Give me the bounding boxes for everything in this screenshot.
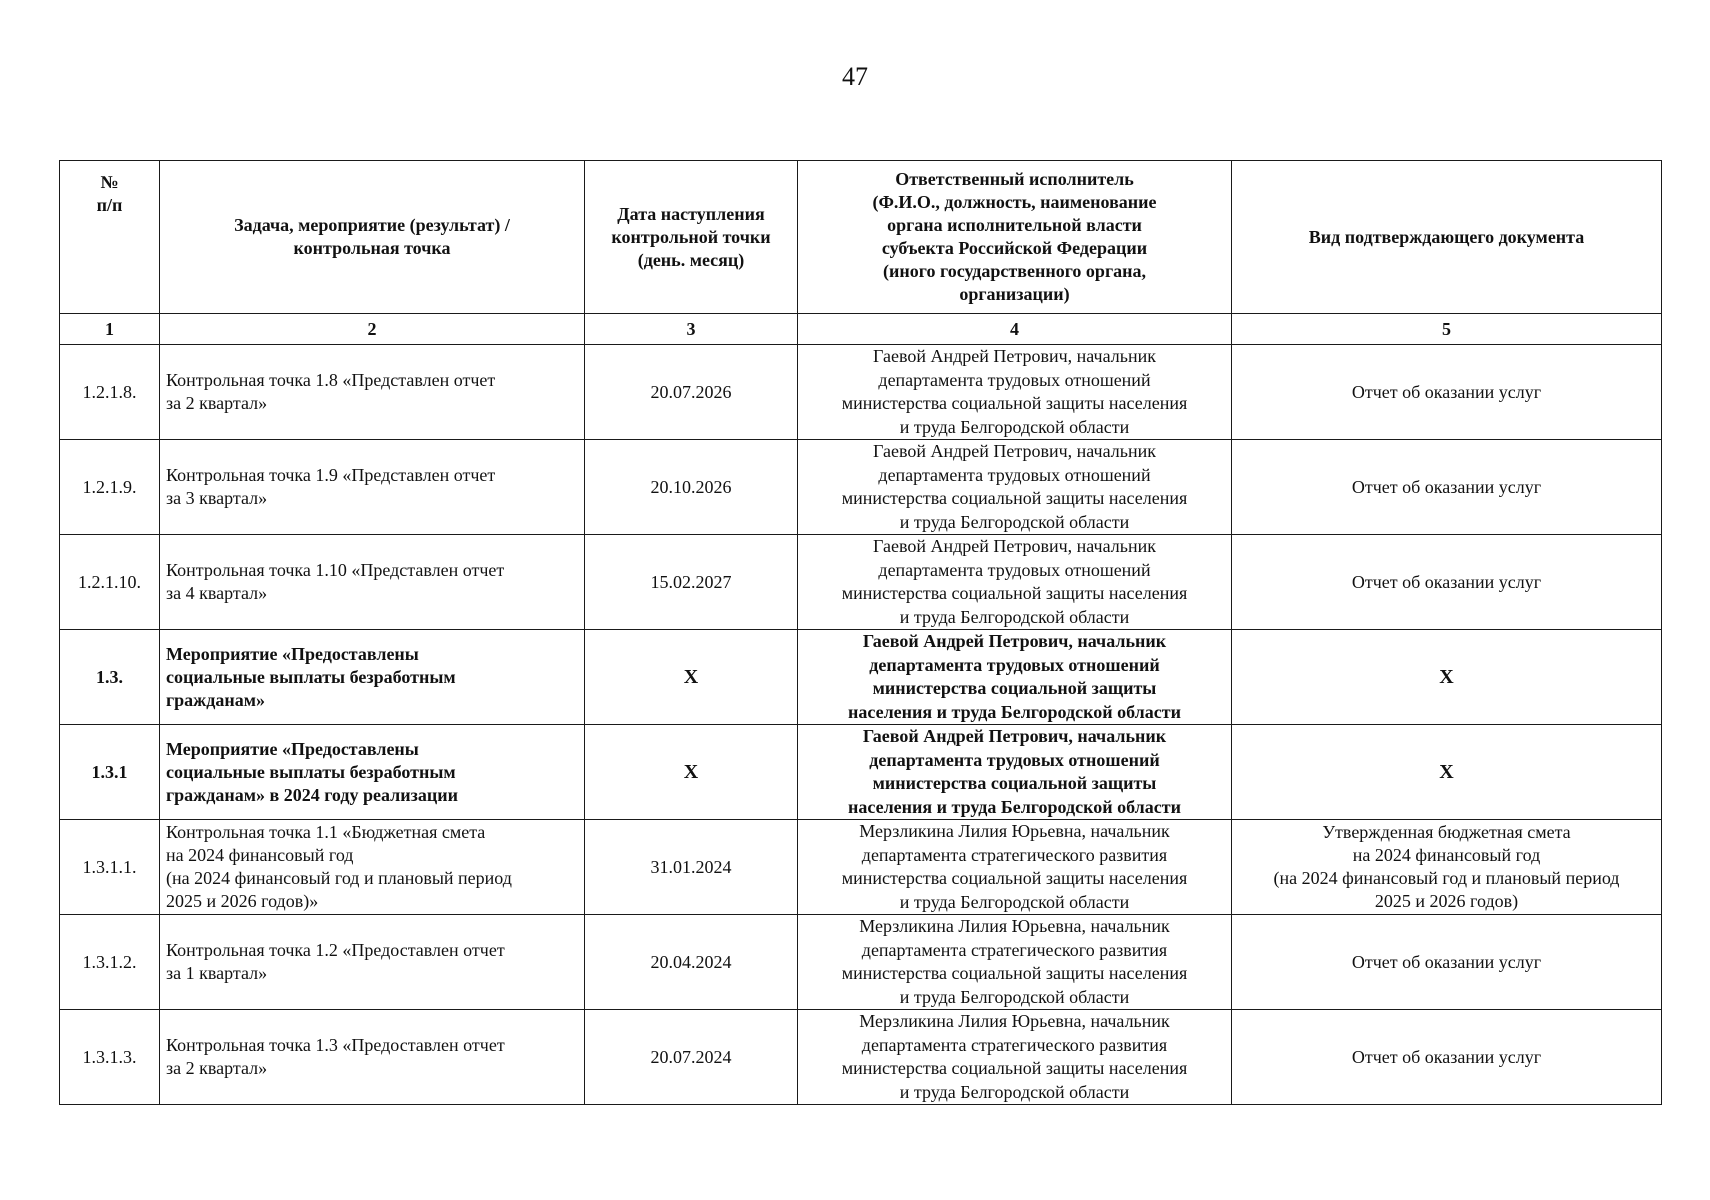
row-number: 1.3. (60, 630, 160, 725)
executor-cell-line: Мерзликина Лилия Юрьевна, начальник (859, 916, 1170, 936)
executor-cell (798, 725, 1232, 820)
table-row (60, 820, 1662, 915)
document-cell-text (1238, 381, 1655, 404)
table-row (60, 725, 1662, 820)
executor-cell-line: и труда Белгородской области (899, 606, 1130, 627)
task-cell-line: Контрольная точка 1.9 «Представлен отчет (166, 465, 496, 485)
executor-cell (798, 630, 1232, 725)
document-cell-text (1238, 476, 1655, 499)
header-date (585, 161, 798, 314)
header-executor (798, 161, 1232, 314)
executor-cell-line: и труда Белгородской области (899, 511, 1130, 532)
executor-cell-line: министерства социальной защиты населения (841, 583, 1188, 603)
control-points-table (59, 160, 1662, 1105)
executor-cell-text (804, 820, 1225, 914)
executor-cell-line: министерства социальной защиты (872, 773, 1157, 793)
date-cell: 31.01.2024 (585, 820, 798, 915)
executor-cell (798, 915, 1232, 1010)
task-cell-line: Мероприятие «Предоставлены (166, 643, 419, 664)
header-task (160, 161, 585, 314)
task-cell-line: Контрольная точка 1.10 «Представлен отчет (166, 560, 505, 580)
date-cell: X (585, 630, 798, 725)
row-number: 1.3.1.1. (60, 820, 160, 915)
row-number: 1.2.1.8. (60, 345, 160, 440)
executor-cell-line: Гаевой Андрей Петрович, начальник (862, 726, 1167, 746)
executor-cell-line: министерства социальной защиты населения (841, 393, 1188, 413)
document-cell-text (1238, 1046, 1655, 1069)
document-cell (1232, 820, 1662, 915)
executor-cell-line: департамента стратегического развития (861, 844, 1168, 865)
task-cell-line: 2025 и 2026 годов)» (166, 891, 319, 911)
executor-cell-line: и труда Белгородской области (899, 986, 1130, 1007)
header-number (60, 161, 160, 314)
document-cell-line: Отчет об оказании услуг (1351, 1046, 1542, 1067)
date-cell: 20.07.2024 (585, 1010, 798, 1105)
task-cell (160, 820, 585, 915)
executor-cell-line: департамента стратегического развития (861, 939, 1168, 960)
document-cell (1232, 915, 1662, 1010)
task-cell-line: социальные выплаты безработным (166, 761, 456, 782)
task-cell-text (166, 1034, 578, 1080)
column-number: 2 (160, 314, 585, 345)
executor-cell-text (804, 345, 1225, 439)
executor-cell-line: департамента трудовых отношений (878, 464, 1151, 485)
task-cell (160, 630, 585, 725)
column-number: 3 (585, 314, 798, 345)
executor-cell-line: министерства социальной защиты населения (841, 1058, 1188, 1078)
table-row (60, 630, 1662, 725)
task-cell-text (166, 939, 578, 985)
row-number: 1.3.1.3. (60, 1010, 160, 1105)
header-task-text: Задача, мероприятие (результат) / контрольная точка (234, 215, 510, 258)
table-row (60, 440, 1662, 535)
executor-cell-line: и труда Белгородской области (899, 1081, 1130, 1102)
page-number: 47 (842, 62, 868, 91)
task-cell (160, 915, 585, 1010)
executor-cell (798, 1010, 1232, 1105)
document-cell-line: на 2024 финансовый год (1352, 845, 1541, 865)
task-cell-line: Контрольная точка 1.3 «Предоставлен отчет (166, 1035, 505, 1055)
task-cell-line: за 2 квартал» (166, 1058, 268, 1078)
task-cell-text (166, 821, 578, 913)
document-cell-line: X (1439, 665, 1454, 688)
task-cell (160, 535, 585, 630)
column-numbers-row (60, 314, 1662, 345)
task-cell-line: социальные выплаты безработным (166, 666, 456, 687)
document-cell-line: Отчет об оказании услуг (1351, 476, 1542, 497)
task-cell-line: Контрольная точка 1.1 «Бюджетная смета (166, 822, 486, 842)
header-executor-text: Ответственный исполнитель (Ф.И.О., должность, наименование органа исполнительной власти субъекта Российской Федерации (иного государственного органа, организации) (872, 169, 1157, 304)
task-cell-line: (на 2024 финансовый год и плановый период (166, 868, 512, 888)
table-row (60, 535, 1662, 630)
document-cell-line: (на 2024 финансовый год и плановый период (1273, 868, 1620, 888)
document-cell-line: Отчет об оказании услуг (1351, 951, 1542, 972)
document-cell (1232, 345, 1662, 440)
task-cell-line: за 4 квартал» (166, 583, 268, 603)
task-cell-line: Контрольная точка 1.2 «Предоставлен отчет (166, 940, 505, 960)
executor-cell-text (804, 630, 1225, 724)
document-cell-text (1238, 951, 1655, 974)
task-cell-text (166, 369, 578, 415)
executor-cell-text (804, 440, 1225, 534)
executor-cell-line: министерства социальной защиты населения (841, 488, 1188, 508)
row-number: 1.3.1 (60, 725, 160, 820)
executor-cell-line: и труда Белгородской области (899, 416, 1130, 437)
executor-cell-line: министерства социальной защиты (872, 678, 1157, 698)
task-cell-line: за 2 квартал» (166, 393, 268, 413)
executor-cell-line: департамента трудовых отношений (878, 559, 1151, 580)
date-cell: 20.07.2026 (585, 345, 798, 440)
executor-cell-line: населения и труда Белгородской области (848, 796, 1181, 817)
task-cell-text (166, 643, 578, 712)
executor-cell-line: департамента трудовых отношений (869, 749, 1160, 770)
task-cell (160, 345, 585, 440)
header-document (1232, 161, 1662, 314)
document-cell (1232, 630, 1662, 725)
executor-cell-line: Мерзликина Лилия Юрьевна, начальник (859, 1011, 1170, 1031)
executor-cell-line: министерства социальной защиты населения (841, 963, 1188, 983)
document-cell-line: X (1439, 760, 1454, 783)
task-cell-text (166, 559, 578, 605)
executor-cell-line: Гаевой Андрей Петрович, начальник (873, 441, 1156, 461)
executor-cell (798, 535, 1232, 630)
task-cell-line: Контрольная точка 1.8 «Представлен отчет (166, 370, 496, 390)
executor-cell-line: Гаевой Андрей Петрович, начальник (873, 346, 1156, 366)
task-cell-text (166, 464, 578, 510)
task-cell-line: гражданам» в 2024 году реализации (166, 784, 458, 805)
task-cell (160, 725, 585, 820)
header-number-text: № п/п (96, 172, 123, 215)
executor-cell-line: министерства социальной защиты населения (841, 868, 1188, 888)
executor-cell-text (804, 915, 1225, 1009)
document-cell (1232, 1010, 1662, 1105)
executor-cell-line: Гаевой Андрей Петрович, начальник (862, 631, 1167, 651)
header-row (60, 161, 1662, 314)
column-number: 4 (798, 314, 1232, 345)
executor-cell (798, 345, 1232, 440)
task-cell-line: гражданам» (166, 689, 265, 710)
executor-cell-text (804, 725, 1225, 819)
date-cell: X (585, 725, 798, 820)
document-cell-text (1238, 571, 1655, 594)
executor-cell-line: населения и труда Белгородской области (848, 701, 1181, 722)
task-cell-line: за 1 квартал» (166, 963, 268, 983)
date-cell: 20.10.2026 (585, 440, 798, 535)
document-cell (1232, 535, 1662, 630)
task-cell (160, 1010, 585, 1105)
executor-cell-line: Мерзликина Лилия Юрьевна, начальник (859, 821, 1170, 841)
task-cell (160, 440, 585, 535)
date-cell: 20.04.2024 (585, 915, 798, 1010)
task-cell-line: за 3 квартал» (166, 488, 268, 508)
executor-cell (798, 820, 1232, 915)
table-row (60, 345, 1662, 440)
header-date-text: Дата наступления контрольной точки (день. месяц) (611, 203, 771, 270)
column-number: 5 (1232, 314, 1662, 345)
table-row (60, 915, 1662, 1010)
header-document-text: Вид подтверждающего документа (1308, 226, 1585, 247)
executor-cell-line: департамента трудовых отношений (878, 369, 1151, 390)
row-number: 1.2.1.10. (60, 535, 160, 630)
task-cell-text (166, 738, 578, 807)
document-cell-line: 2025 и 2026 годов) (1374, 891, 1519, 911)
column-number: 1 (60, 314, 160, 345)
executor-cell-line: Гаевой Андрей Петрович, начальник (873, 536, 1156, 556)
table-row (60, 1010, 1662, 1105)
row-number: 1.3.1.2. (60, 915, 160, 1010)
document-cell (1232, 725, 1662, 820)
executor-cell-text (804, 1010, 1225, 1104)
executor-cell-line: департамента трудовых отношений (869, 654, 1160, 675)
document-cell-text (1238, 821, 1655, 913)
document-cell-line: Отчет об оказании услуг (1351, 381, 1542, 402)
row-number: 1.2.1.9. (60, 440, 160, 535)
document-cell-line: Отчет об оказании услуг (1351, 571, 1542, 592)
document-cell (1232, 440, 1662, 535)
document-cell-text (1238, 666, 1655, 689)
document-cell-text (1238, 761, 1655, 784)
executor-cell-line: департамента стратегического развития (861, 1034, 1168, 1055)
date-cell: 15.02.2027 (585, 535, 798, 630)
task-cell-line: Мероприятие «Предоставлены (166, 738, 419, 759)
task-cell-line: на 2024 финансовый год (166, 845, 354, 865)
executor-cell-line: и труда Белгородской области (899, 891, 1130, 912)
executor-cell (798, 440, 1232, 535)
document-cell-line: Утвержденная бюджетная смета (1322, 822, 1571, 842)
executor-cell-text (804, 535, 1225, 629)
